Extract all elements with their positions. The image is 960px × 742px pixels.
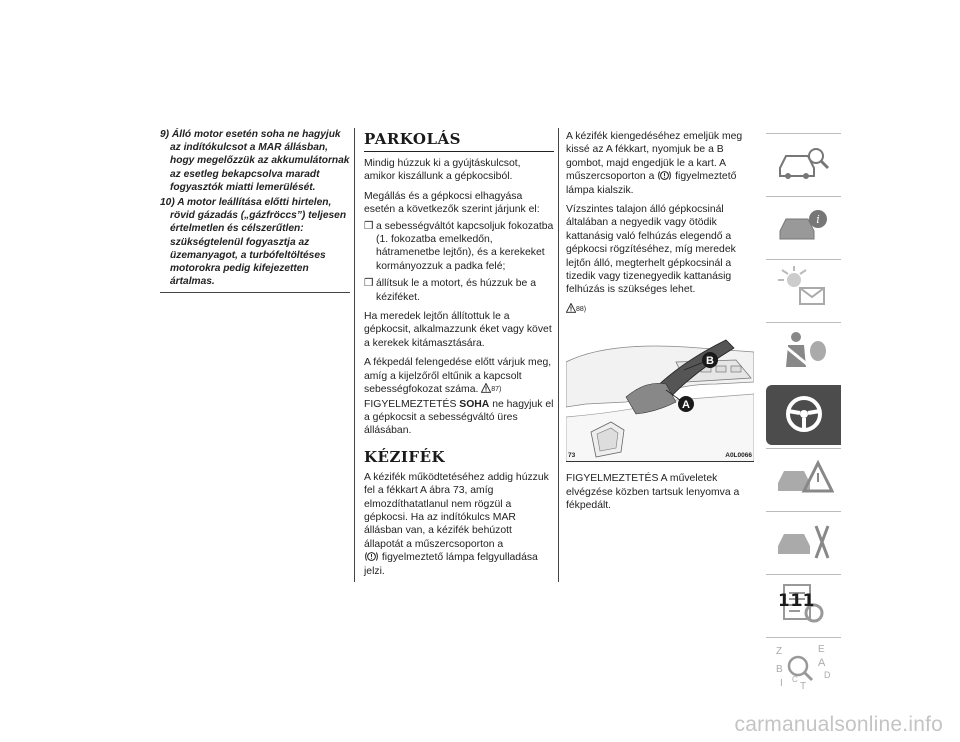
car-search-icon	[774, 140, 834, 186]
list-item	[364, 277, 554, 304]
release-section	[566, 130, 756, 519]
index-letter: Z	[776, 646, 783, 657]
index-letter: B	[776, 664, 783, 675]
figure-code: A0L0066	[725, 452, 752, 460]
paragraph: Vízszintes talajon álló gépkocsinál általában a negyedik vagy ötödik kattanásig való felhúzás elegendő a gépkocsi rögzítéséhez, míg meredek lejtőn álló, megterhelt gépkocsinál a tizedik vagy tizenegyedik kattanásig felhúzás is szükséges lehet.	[566, 204, 736, 296]
paragraph	[566, 130, 756, 197]
paragraph	[364, 356, 554, 396]
figure-number: 73	[568, 452, 576, 460]
paragraph	[364, 398, 554, 438]
paragraph-text: figyelmeztető lámpa felgyulladása jelzi.	[364, 552, 538, 577]
index-letter: D	[824, 670, 831, 680]
index-letters-icon	[774, 644, 834, 690]
parking-section	[364, 130, 554, 584]
paragraph-text: ne hagyjuk el a gépkocsit a sebességváltó üres állásában.	[364, 398, 554, 437]
reference-number: 87)	[491, 386, 502, 394]
footer-watermark	[0, 713, 960, 742]
checkbox-bullet-icon: ❒	[364, 278, 374, 290]
paragraph-text: A kézifék működtetéséhez addig húzzuk fel a fékkart A ábra 73, amíg elmozdíthatatlanul nem rögzül a gépkocsi. Ha az indítókulcs MAR állásban van, a kézifék behúzott állapotát a műszercsoporton a	[364, 471, 549, 550]
tab-dashboard[interactable]	[766, 133, 841, 193]
paragraph-text: figyelmeztető lámpa kialszik.	[566, 171, 737, 196]
index-letter: T	[800, 681, 807, 690]
warning-notes	[160, 128, 350, 293]
index-letter: E	[818, 644, 825, 655]
warning-triangle-icon	[481, 383, 491, 393]
paragraph	[364, 471, 554, 578]
note-number: 10)	[160, 197, 175, 209]
handbrake-illustration	[566, 322, 754, 462]
tab-index[interactable]	[766, 637, 841, 697]
paragraph-text: FIGYELMEZTETÉS	[364, 398, 457, 410]
note-text: Álló motor esetén soha ne hagyjuk	[171, 129, 341, 140]
handbrake-figure	[566, 322, 754, 462]
brake-warning-icon	[657, 170, 672, 181]
chapter-tabs	[766, 133, 841, 700]
seatbelt-airbag-icon	[774, 329, 834, 375]
callout-b-label: B	[706, 355, 714, 368]
warning-triangle-icon	[566, 303, 576, 313]
page-number: 111	[778, 591, 815, 611]
warning-reference	[566, 303, 756, 316]
tab-starting-driving[interactable]	[766, 385, 841, 445]
note-number: 9)	[160, 129, 170, 140]
note-9	[160, 128, 350, 194]
watermark-text: carmanualsonline.info	[734, 713, 943, 736]
note-text: az indítókulcsot a MAR állásban, hogy megelőzzük az akkumulátornak az esetleg bekapcsolva maradt fogyasztók miatti lemerülését.	[170, 142, 350, 193]
list-item	[364, 220, 554, 274]
divider	[160, 292, 350, 293]
paragraph-text: A fékpedál felengedése előtt várjuk meg, amíg a kijelzőről eltűnik a kapcsolt sebességfokozat száma.	[364, 357, 552, 396]
reference-number: 88)	[576, 305, 587, 313]
paragraph: Mindig húzzuk ki a gyújtáskulcsot, amikor kiszállunk a gépkocsiból.	[364, 158, 521, 183]
callout-a-label: A	[682, 399, 690, 412]
paragraph: FIGYELMEZTETÉS A műveletek elvégzése közben tartsuk lenyomva a fékpedált.	[566, 473, 740, 512]
parking-heading: PARKOLÁS	[364, 130, 554, 152]
list-item-text: állítsuk le a motort, és húzzuk be a kéziféket.	[376, 278, 536, 303]
tab-lights[interactable]	[766, 259, 841, 319]
svg-text:i: i	[816, 213, 820, 226]
tab-maintenance[interactable]	[766, 511, 841, 571]
steering-wheel-icon	[774, 391, 834, 437]
tab-safety[interactable]	[766, 322, 841, 382]
car-wrench-icon	[774, 518, 834, 564]
tab-info[interactable]	[766, 196, 841, 256]
paragraph: Ha meredek lejtőn állítottuk le a gépkocsit, alkalmazzunk éket vagy követ a kerekek kitámasztására.	[364, 311, 552, 349]
brake-warning-icon	[364, 551, 379, 562]
list-item-text: a sebességváltót kapcsoljuk fokozatba (1. fokozatba emelkedőn, hátramenetbe lejtőn), és a kerekeket kormányozzuk a padka felé;	[376, 220, 554, 272]
tab-emergency[interactable]	[766, 448, 841, 508]
paragraph: Megállás és a gépkocsi elhagyása esetén a következők szerint járjunk el:	[364, 190, 540, 216]
emphasis-text: SOHA	[459, 398, 490, 410]
column-divider	[558, 128, 559, 582]
paragraph-text: A kézifék kiengedéséhez emeljük meg kissé az A fékkart, nyomjuk be a B gombot, majd engedjük le a kart. A műszercsoporton a	[566, 131, 743, 183]
checkbox-bullet-icon: ❒	[364, 220, 374, 232]
note-10	[160, 196, 350, 288]
car-info-icon	[774, 203, 834, 249]
car-warning-triangle-icon	[774, 455, 834, 501]
column-divider	[354, 128, 355, 582]
index-letter: A	[818, 657, 826, 669]
index-letter: I	[780, 678, 783, 689]
index-letter: C	[792, 675, 798, 684]
handbrake-heading: KÉZIFÉK	[364, 447, 446, 466]
warning-light-mail-icon	[774, 266, 834, 312]
note-text: A motor leállítása előtti hirtelen,	[177, 197, 332, 209]
note-text: rövid gázadás („gázfröccs”) teljesen értelmetlen és célszerűtlen: szükségtelenül fogyasztja az üzemanyagot, a turbófeltöltéses motorokra pedig kifejezetten ártalmas.	[170, 210, 347, 288]
